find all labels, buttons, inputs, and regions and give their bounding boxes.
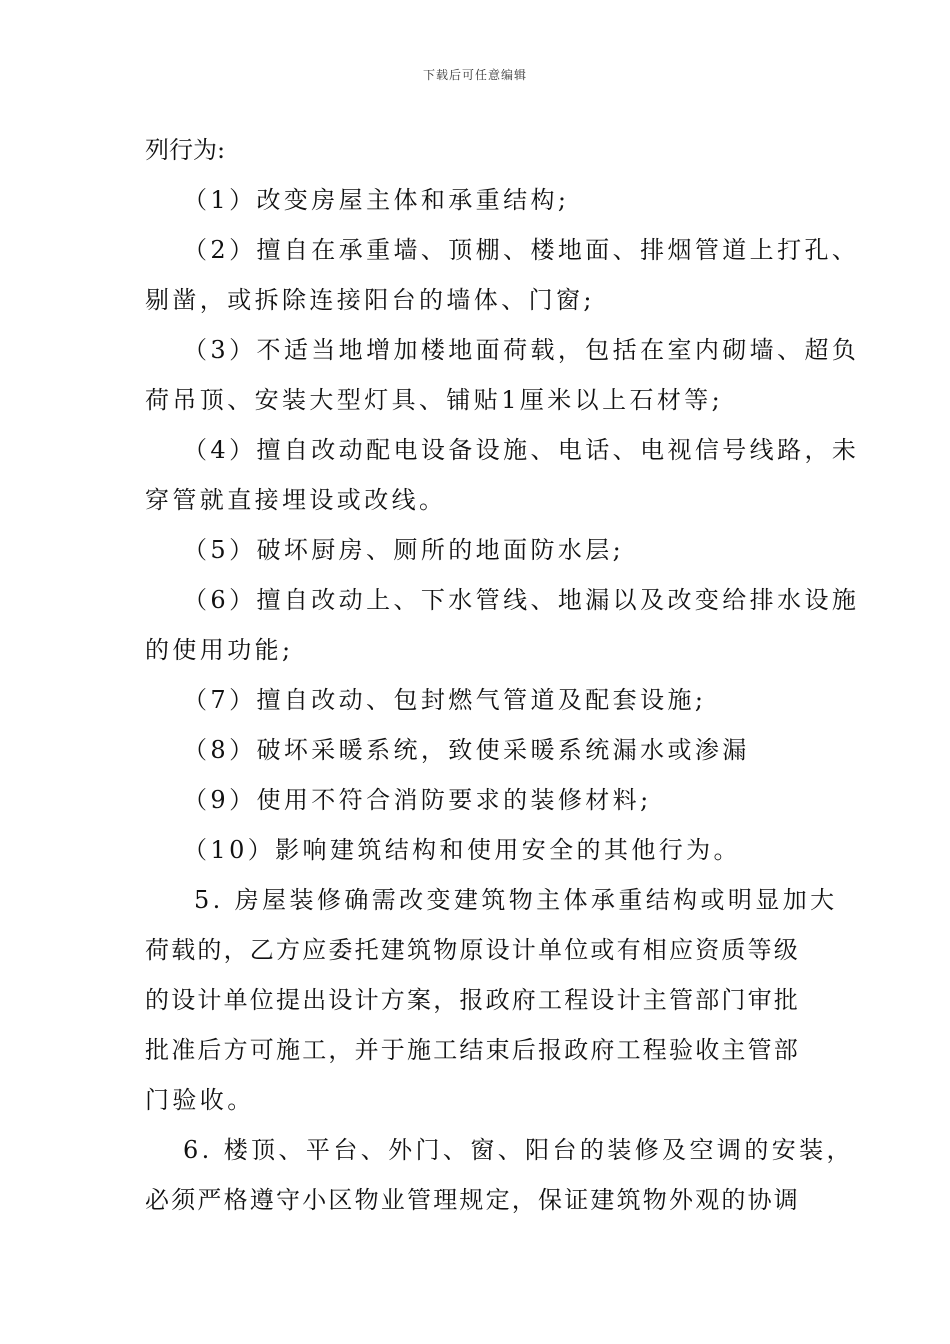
text-line: 列行为:	[145, 136, 226, 164]
text-line: （8）破坏采暖系统，致使采暖系统漏水或渗漏	[183, 736, 750, 764]
text-line: （9）使用不符合消防要求的装修材料;	[183, 786, 652, 814]
text-line: 的使用功能;	[145, 636, 294, 664]
text-line: 6. 楼顶、平台、外门、窗、阳台的装修及空调的安装，	[183, 1136, 854, 1164]
page-header-note: 下载后可任意编辑	[422, 68, 527, 82]
text-line: 的设计单位提出设计方案，报政府工程设计主管部门审批	[145, 986, 800, 1014]
text-line: 5. 房屋装修确需改变建筑物主体承重结构或明显加大	[194, 886, 838, 914]
text-line: （4）擅自改动配电设备设施、电话、电视信号线路，未	[183, 436, 860, 464]
text-line: 必须严格遵守小区物业管理规定，保证建筑物外观的协调	[145, 1186, 800, 1214]
text-line: （1）改变房屋主体和承重结构;	[183, 186, 570, 214]
text-line: 门验收。	[145, 1086, 255, 1114]
text-line: （10）影响建筑结构和使用安全的其他行为。	[183, 836, 741, 864]
text-line: （5）破坏厨房、厕所的地面防水层;	[183, 536, 625, 564]
text-line: （6）擅自改动上、下水管线、地漏以及改变给排水设施	[183, 586, 860, 614]
text-line: （7）擅自改动、包封燃气管道及配套设施;	[183, 686, 707, 714]
text-line: 荷吊顶、安装大型灯具、铺贴1厘米以上石材等;	[145, 386, 724, 414]
text-line: 穿管就直接埋设或改线。	[145, 486, 447, 514]
text-line: 剔凿，或拆除连接阳台的墙体、门窗;	[145, 286, 595, 314]
text-line: （2）擅自在承重墙、顶棚、楼地面、排烟管道上打孔、	[183, 236, 860, 264]
text-line: （3）不适当地增加楼地面荷载，包括在室内砌墙、超负	[183, 336, 860, 364]
text-line: 批准后方可施工，并于施工结束后报政府工程验收主管部	[145, 1036, 800, 1064]
text-line: 荷载的，乙方应委托建筑物原设计单位或有相应资质等级	[145, 936, 800, 964]
